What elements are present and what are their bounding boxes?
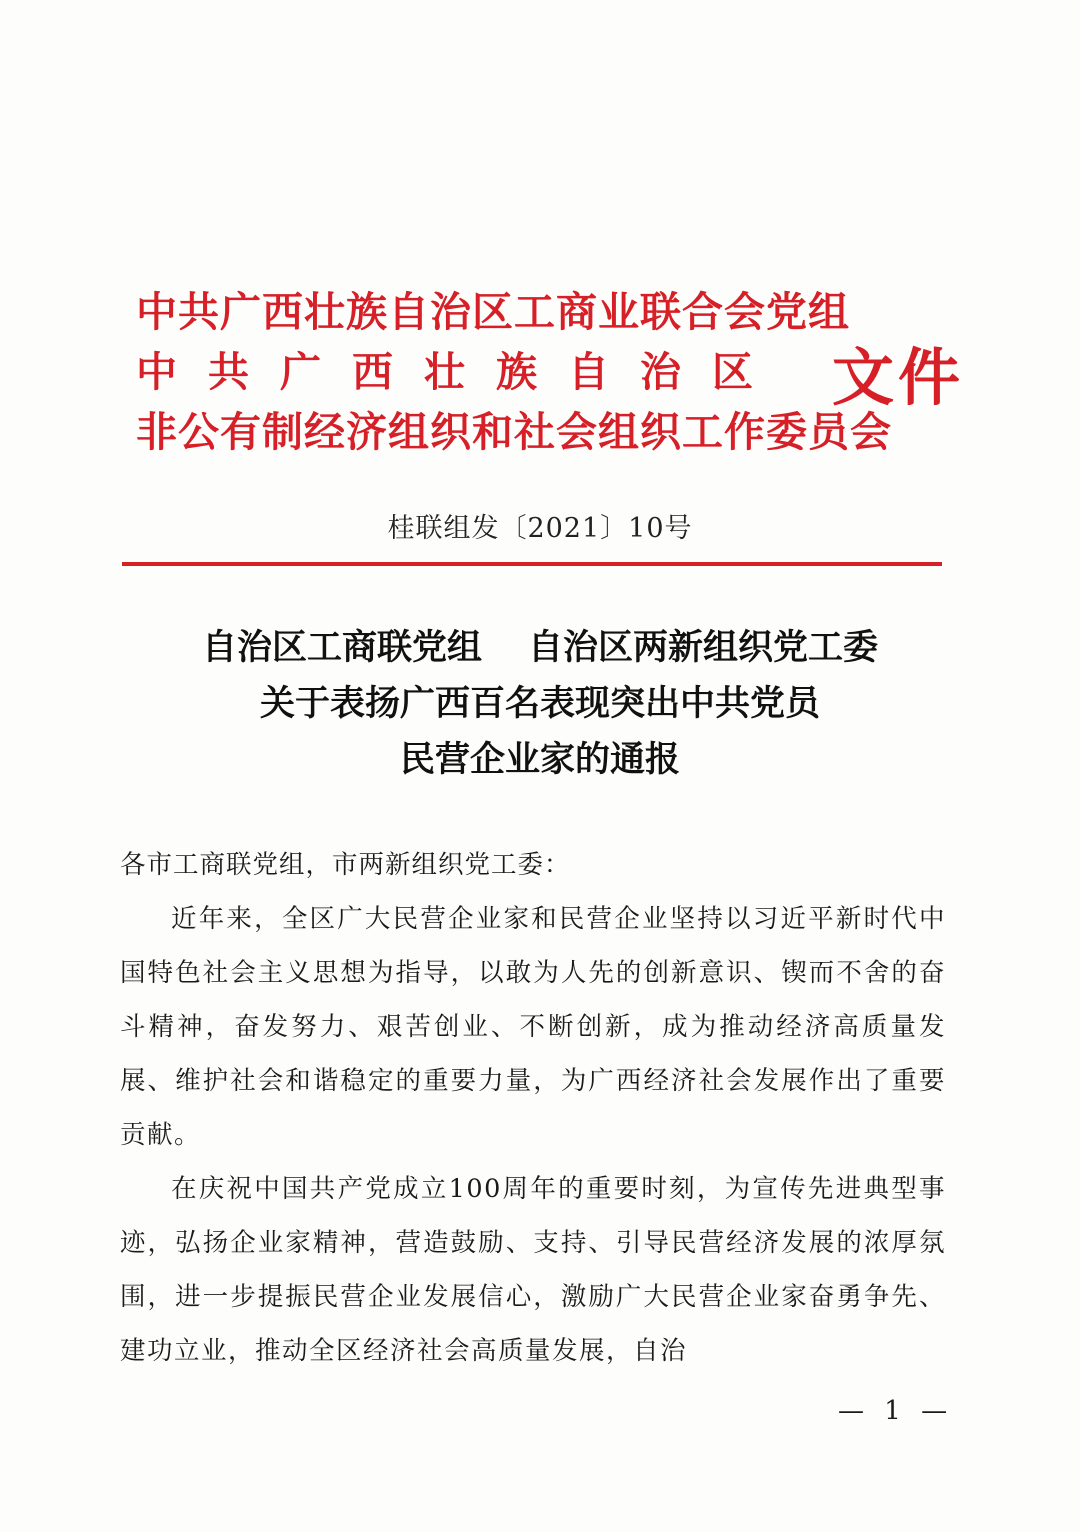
issuer-suffix: 文件 <box>832 341 965 414</box>
title-line-2: 关于表扬广西百名表现突出中共党员 <box>259 684 820 724</box>
page-number: — 1 — <box>838 1396 954 1426</box>
paragraph-1: 近年来，全区广大民营企业家和民营企业坚持以习近平新时代中国特色社会主义思想为指导，以敢为人先的创新意识、锲而不舍的奋斗精神，奋发努力、艰苦创业、不断创新，成为推动经济高质量发展、维护社会和谐稳定的重要力量，为广西经济社会发展作出了重要贡献。 <box>120 904 946 1150</box>
issuer-line-3: 非公有制经济组织和社会组织工作委员会 <box>136 408 892 456</box>
red-divider <box>122 562 942 566</box>
title-issuer-2: 自治区两新组织党工委 <box>528 628 879 668</box>
paragraph-2: 在庆祝中国共产党成立100周年的重要时刻，为宣传先进典型事迹，弘扬企业家精神，营造鼓励、支持、引导民营经济发展的浓厚氛围，进一步提振民营企业发展信心，激励广大民营企业家奋勇争先、建功立业，推动全区经济社会高质量发展，自治 <box>120 1174 946 1366</box>
issuer-line-1: 中共广西壮族自治区工商业联合会党组 <box>136 288 850 336</box>
issuer-block <box>136 282 892 462</box>
title-line-1 <box>0 620 1080 676</box>
salutation: 各市工商联党组，市两新组织党工委： <box>120 850 571 880</box>
title-line-3: 民营企业家的通报 <box>399 740 680 780</box>
document-number: 桂联组发〔2021〕10号 <box>387 513 693 544</box>
document-body <box>120 838 946 1378</box>
title-issuer-1: 自治区工商联党组 <box>201 628 482 668</box>
document-title <box>0 620 1080 788</box>
issuer-line-2: 中共广西壮族自治区 <box>136 348 784 396</box>
